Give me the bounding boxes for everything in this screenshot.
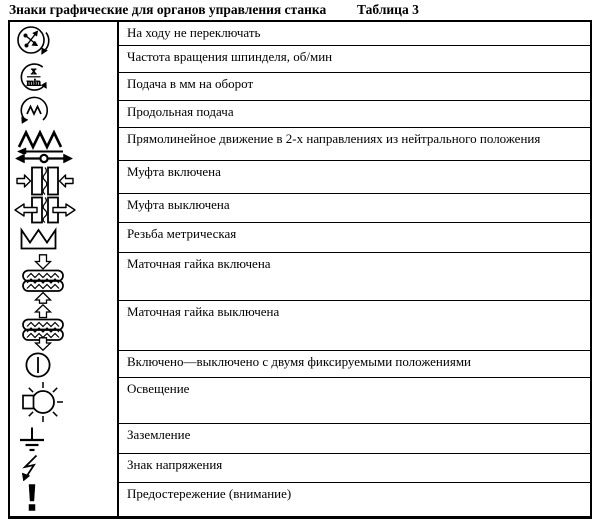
warning-attention-icon	[25, 484, 39, 511]
table-row	[119, 424, 590, 454]
voltage-sign-icon	[19, 454, 45, 482]
lighting-icon	[13, 380, 69, 424]
lead-nut-engaged-icon	[16, 254, 70, 304]
svg-text:min: min	[26, 77, 41, 88]
table-row	[119, 378, 590, 424]
page-title: Знаки графические для органов управления станка	[9, 2, 327, 17]
table-row	[119, 253, 590, 301]
row-label: Частота вращения шпинделя, об/мин	[127, 49, 333, 64]
two-direction-linear-motion-icon	[15, 151, 73, 166]
table-row	[119, 128, 590, 161]
svg-text:x: x	[31, 66, 37, 77]
row-label: Знак напряжения	[127, 457, 223, 472]
spindle-speed-rpm-icon	[17, 61, 54, 93]
signs-table	[8, 20, 592, 519]
row-label: Прямолинейное движение в 2-х направлениях из нейтрального положения	[127, 131, 541, 146]
row-label: Продольная подача	[127, 104, 234, 119]
row-label: Освещение	[127, 381, 190, 396]
table-row	[119, 73, 590, 101]
table-row	[119, 301, 590, 351]
lead-nut-disengaged-icon	[16, 304, 70, 351]
description-column	[119, 22, 590, 516]
table-row	[119, 194, 590, 223]
table-row	[119, 454, 590, 483]
table-row	[119, 223, 590, 253]
clutch-disengaged-icon	[13, 196, 77, 224]
table-row	[119, 22, 590, 46]
row-label: Маточная гайка выключена	[127, 304, 280, 319]
document-header	[9, 2, 592, 19]
do-not-switch-on-the-fly-icon	[16, 25, 60, 56]
table-row	[119, 161, 590, 194]
table-row	[119, 351, 590, 378]
table-row	[119, 46, 590, 73]
row-label: Муфта включена	[127, 164, 221, 179]
row-label: Резьба метрическая	[127, 226, 237, 241]
clutch-engaged-icon	[15, 166, 75, 196]
row-label: Включено—выключено с двумя фиксируемыми положениями	[127, 354, 472, 369]
row-label: На ходу не переключать	[127, 25, 261, 40]
row-label: Подача в мм на оборот	[127, 76, 254, 91]
row-label: Заземление	[127, 427, 191, 442]
feed-per-revolution-icon	[17, 95, 54, 126]
table-row	[119, 483, 590, 516]
table-number-label: Таблица 3	[357, 2, 419, 17]
on-off-two-fixed-positions-icon	[23, 352, 53, 378]
row-label: Предостережение (внимание)	[127, 486, 292, 501]
row-label: Муфта выключена	[127, 197, 230, 212]
icon-column	[10, 22, 119, 516]
row-label: Маточная гайка включена	[127, 256, 271, 271]
metric-thread-icon	[19, 227, 59, 251]
grounding-icon	[17, 427, 47, 453]
table-row	[119, 101, 590, 128]
